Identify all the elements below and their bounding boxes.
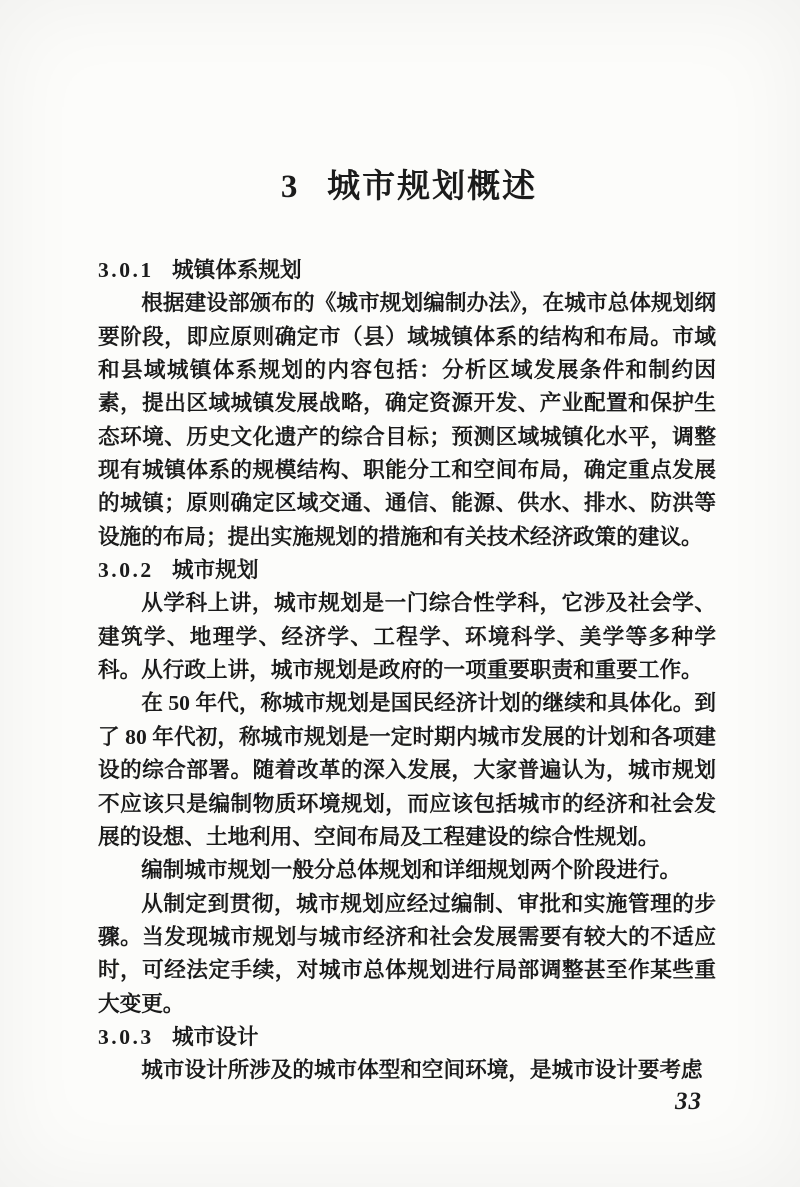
section-heading-label: 城市规划: [172, 558, 259, 583]
chapter-number: 3: [280, 169, 298, 205]
paragraph: 从制定到贯彻，城市规划应经过编制、审批和实施管理的步骤。当发现城市规划与城市经济和社会发展需要有较大的不适应时，可经法定手续，对城市总体规划进行局部调整甚至作某些重大变更。: [98, 891, 716, 1016]
paragraph: 编制城市规划一般分总体规划和详细规划两个阶段进行。: [141, 858, 682, 883]
section-number: 3.0.3: [98, 1024, 154, 1049]
page-body-text: [98, 254, 716, 1088]
section-number: 3.0.2: [98, 558, 154, 583]
section-heading-label: 城市设计: [172, 1024, 259, 1049]
section-number: 3.0.1: [98, 258, 154, 282]
paragraph: 在 50 年代，称城市规划是国民经济计划的继续和具体化。到了 80 年代初，称城市规划是一定时期内城市发展的计划和各项建设的综合部署。随着改革的深入发展，大家普遍认为，城市规划不应该只是编制物质环境规划，而应该包括城市的经济和社会发展的设想、土地利用、空间布局及工程建设的综合性规划。: [98, 691, 716, 849]
section-heading-label: 城镇体系规划: [172, 258, 302, 282]
paragraph: 城市设计所涉及的城市体型和空间环境，是城市设计要考虑: [141, 1058, 703, 1083]
section-heading: [98, 254, 716, 287]
chapter-title: [98, 160, 720, 207]
section-heading: [98, 554, 716, 587]
chapter-title-text: 城市规划概述: [327, 169, 538, 205]
page-number: 33: [675, 1088, 702, 1115]
paragraph: 从学科上讲，城市规划是一门综合性学科，它涉及社会学、建筑学、地理学、经济学、工程学、环境科学、美学等多种学科。从行政上讲，城市规划是政府的一项重要职责和重要工作。: [98, 591, 716, 683]
section-heading: [98, 1021, 716, 1054]
paragraph: 根据建设部颁布的《城市规划编制办法》，在城市总体规划纲要阶段，即应原则确定市（县）域城镇体系的结构和布局。市域和县域城镇体系规划的内容包括：分析区域发展条件和制约因素，提出区域城镇发展战略，确定资源开发、产业配置和保护生态环境、历史文化遗产的综合目标；预测区域城镇化水平，调整现有城镇体系的规模结构、职能分工和空间布局，确定重点发展的城镇；原则确定区域交通、通信、能源、供水、排水、防洪等设施的布局；提出实施规划的措施和有关技术经济政策的建议。: [98, 291, 716, 549]
